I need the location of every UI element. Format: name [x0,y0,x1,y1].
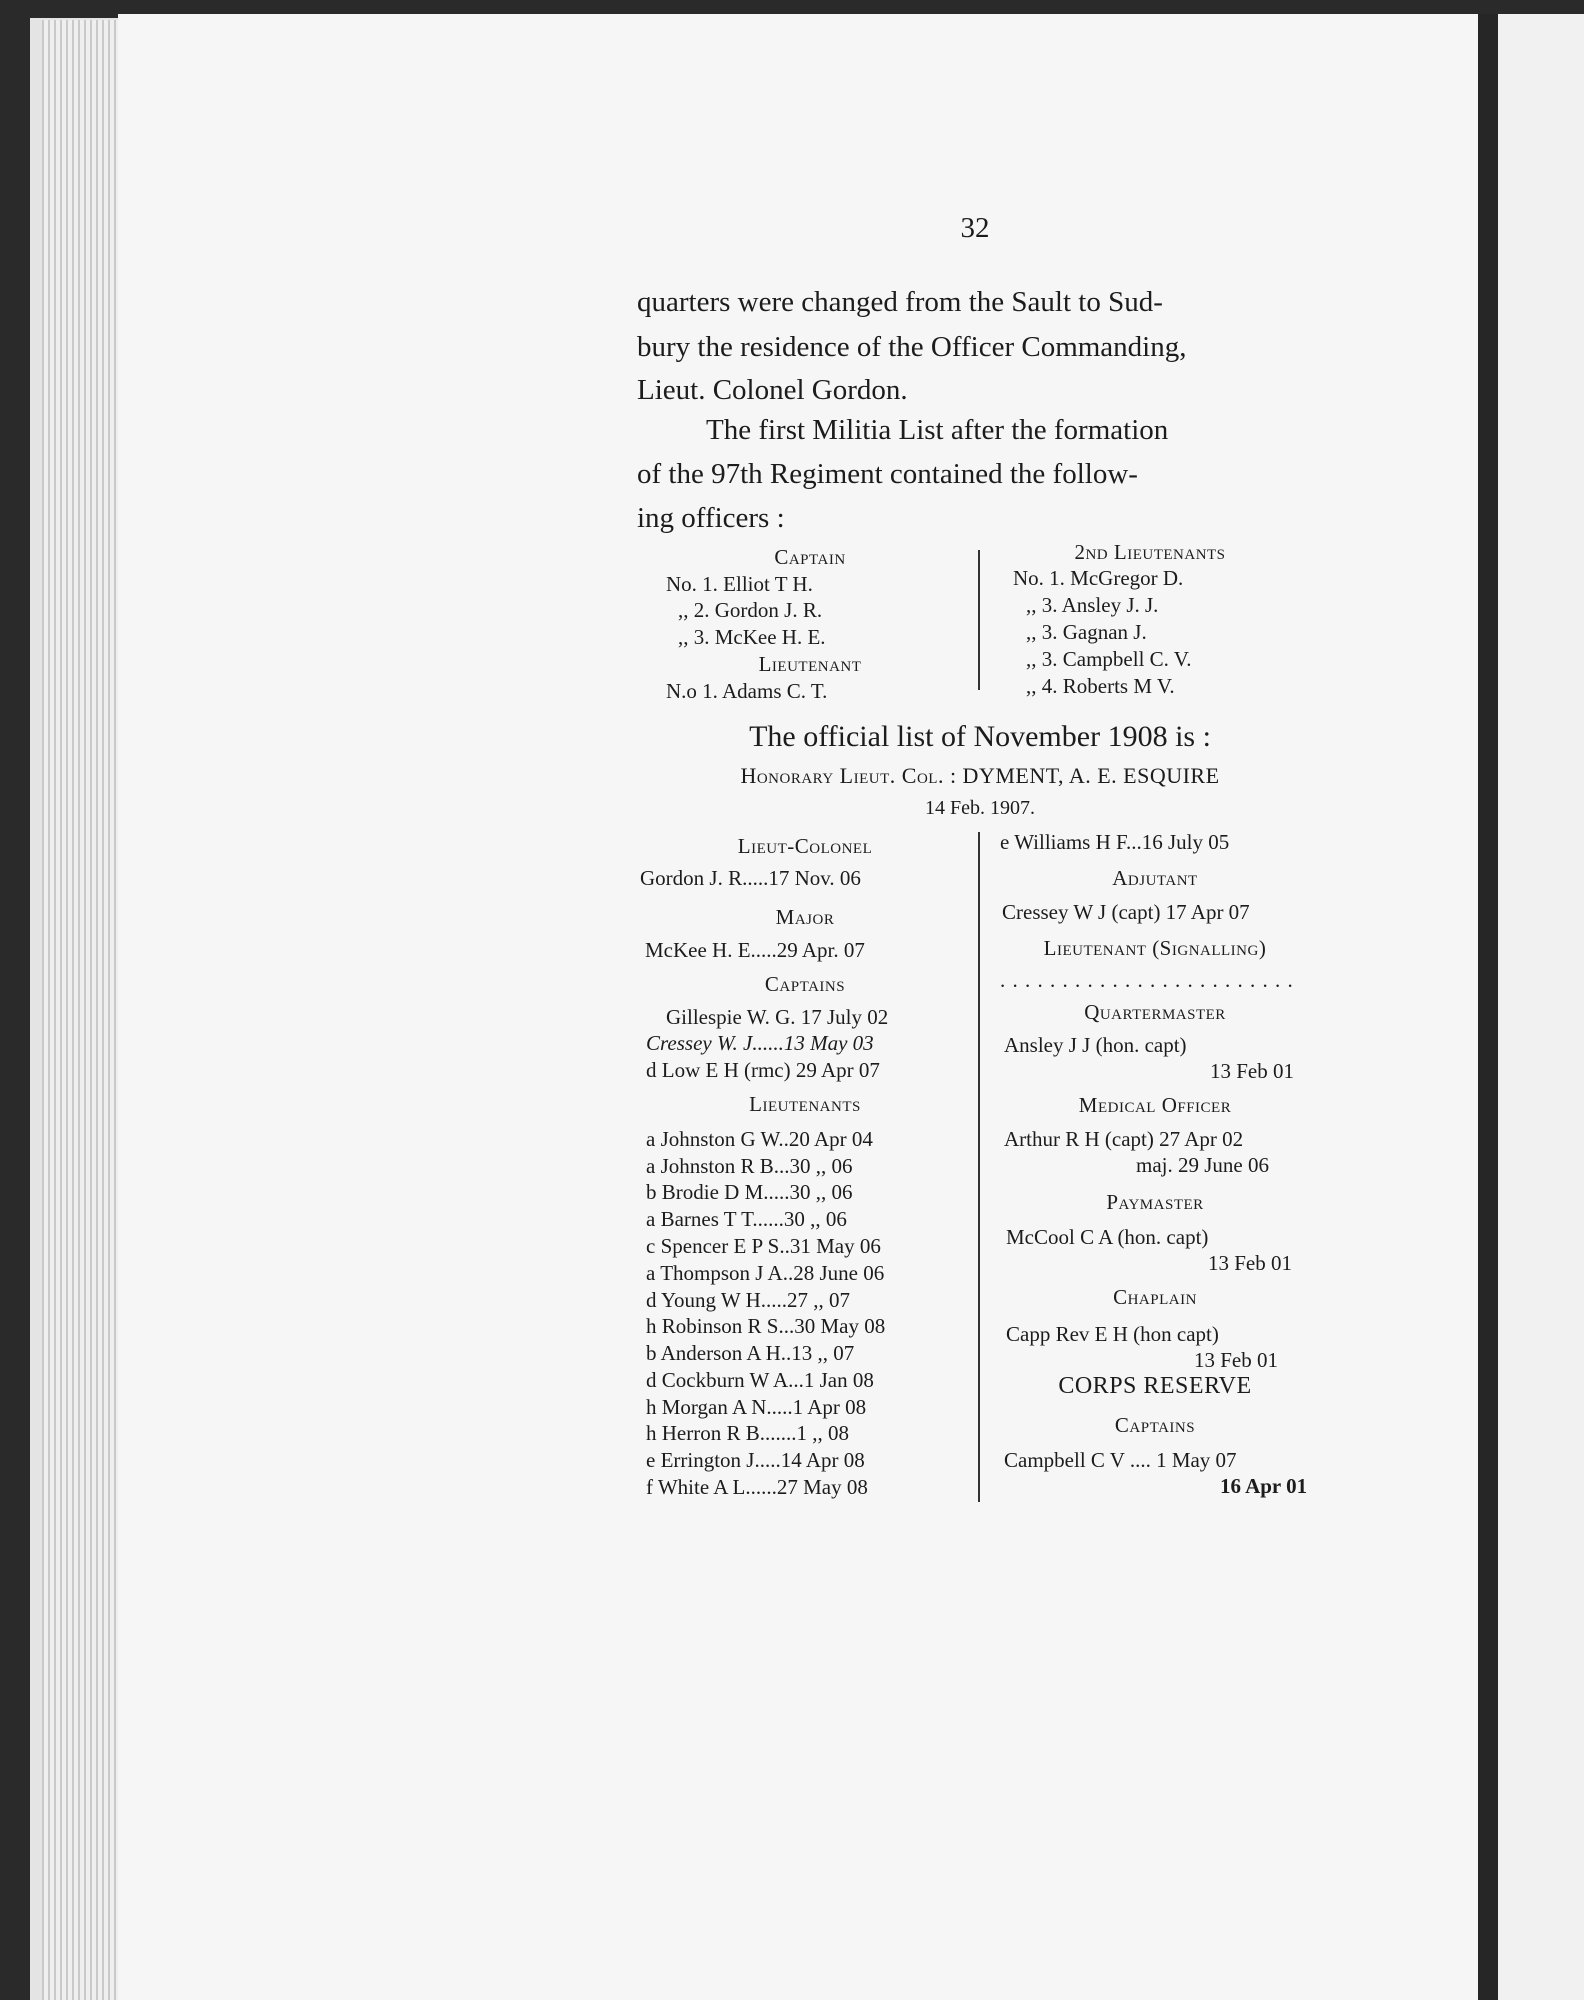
signalling-vacant: . . . . . . . . . . . . . . . . . . . . . . . . [1000,968,1294,992]
paragraph-line: bury the residence of the Officer Commanding, [637,331,1187,363]
lieutenants-heading: Lieutenants [749,1092,861,1116]
list-item: d Cockburn W A...1 Jan 08 [646,1368,874,1392]
list-item: ,, 2. Gordon J. R. [678,598,823,622]
paragraph-line: Lieut. Colonel Gordon. [637,374,908,406]
paragraph-line: ing officers : [637,502,785,534]
list-item: Arthur R H (capt) 27 Apr 02 [1004,1127,1244,1151]
list-item: McCool C A (hon. capt) [1006,1225,1209,1249]
page-number: 32 [960,212,990,244]
paragraph-line: quarters were changed from the Sault to Sud- [637,286,1163,318]
column-divider [978,550,980,690]
list-item: Cressey W. J......13 May 03 [646,1031,874,1055]
list-item-date: 13 Feb 01 [1208,1251,1292,1275]
column-divider [978,832,980,1502]
honorary-colonel: Honorary Lieut. Col. : DYMENT, A. E. ESQUIRE [740,763,1220,788]
list-item: Capp Rev E H (hon capt) [1006,1322,1219,1346]
list-item: a Thompson J A..28 June 06 [646,1261,885,1285]
lieutenant-heading: Lieutenant [758,652,862,676]
paragraph-line: The first Militia List after the formation [706,414,1169,446]
list-item: e Williams H F...16 July 05 [1000,830,1230,854]
list-item: No. 1. McGregor D. [1013,566,1184,590]
list-item: a Johnston R B...30 ,, 06 [646,1154,853,1178]
reserve-captains-heading: Captains [1114,1413,1196,1437]
list-item-date: 13 Feb 01 [1210,1059,1294,1083]
paymaster-heading: Paymaster [1106,1190,1204,1214]
list-item: No. 1. Elliot T H. [666,572,813,596]
list-item: Campbell C V .... 1 May 07 [1004,1448,1237,1472]
list-item: Gillespie W. G. 17 July 02 [666,1005,889,1029]
list-item: d Low E H (rmc) 29 Apr 07 [646,1058,880,1082]
list-item: c Spencer E P S..31 May 06 [646,1234,881,1258]
list-item: McKee H. E.....29 Apr. 07 [645,938,865,962]
captain-heading: Captain [774,545,846,569]
paragraph-line: of the 97th Regiment contained the follow- [637,458,1138,490]
list-item-date: maj. 29 June 06 [1136,1153,1269,1177]
list-item: ,, 3. McKee H. E. [678,625,826,649]
corps-reserve-heading: CORPS RESERVE [1058,1373,1252,1399]
honorary-date: 14 Feb. 1907. [925,797,1035,819]
list-item: Ansley J J (hon. capt) [1004,1033,1187,1057]
quartermaster-heading: Quartermaster [1084,1000,1226,1024]
list-item: Cressey W J (capt) 17 Apr 07 [1002,900,1250,924]
signalling-heading: Lieutenant (Signalling) [1043,936,1267,960]
adjutant-heading: Adjutant [1112,866,1198,890]
list-item: ,, 4. Roberts M V. [1026,674,1175,698]
medical-officer-heading: Medical Officer [1078,1093,1232,1117]
captains-heading: Captains [764,972,846,996]
list-item: e Errington J.....14 Apr 08 [646,1448,865,1472]
list-item-date: 13 Feb 01 [1194,1348,1278,1372]
list-item: Gordon J. R.....17 Nov. 06 [640,866,861,890]
chaplain-heading: Chaplain [1113,1285,1197,1309]
list-item: N.o 1. Adams C. T. [666,679,828,703]
list-item: b Anderson A H..13 ,, 07 [646,1341,855,1365]
second-lieutenants-heading: 2nd Lieutenants [1074,540,1226,564]
list-item: d Young W H.....27 ,, 07 [646,1288,851,1312]
list-item-date: 16 Apr 01 [1220,1474,1308,1498]
major-heading: Major [775,905,835,929]
list-item: ,, 3. Gagnan J. [1026,620,1147,644]
list-item: b Brodie D M.....30 ,, 06 [646,1180,853,1204]
list-item: h Robinson R S...30 May 08 [646,1314,886,1338]
list-item: a Johnston G W..20 Apr 04 [646,1127,873,1151]
list-item: h Herron R B.......1 ,, 08 [646,1421,849,1445]
official-list-title: The official list of November 1908 is : [749,720,1211,753]
list-item: h Morgan A N.....1 Apr 08 [646,1395,867,1419]
list-item: ,, 3. Campbell C. V. [1026,647,1192,671]
list-item: a Barnes T T......30 ,, 06 [646,1207,847,1231]
list-item: ,, 3. Ansley J. J. [1026,593,1159,617]
lieut-colonel-heading: Lieut-Colonel [737,834,873,858]
list-item: f White A L......27 May 08 [646,1475,868,1499]
